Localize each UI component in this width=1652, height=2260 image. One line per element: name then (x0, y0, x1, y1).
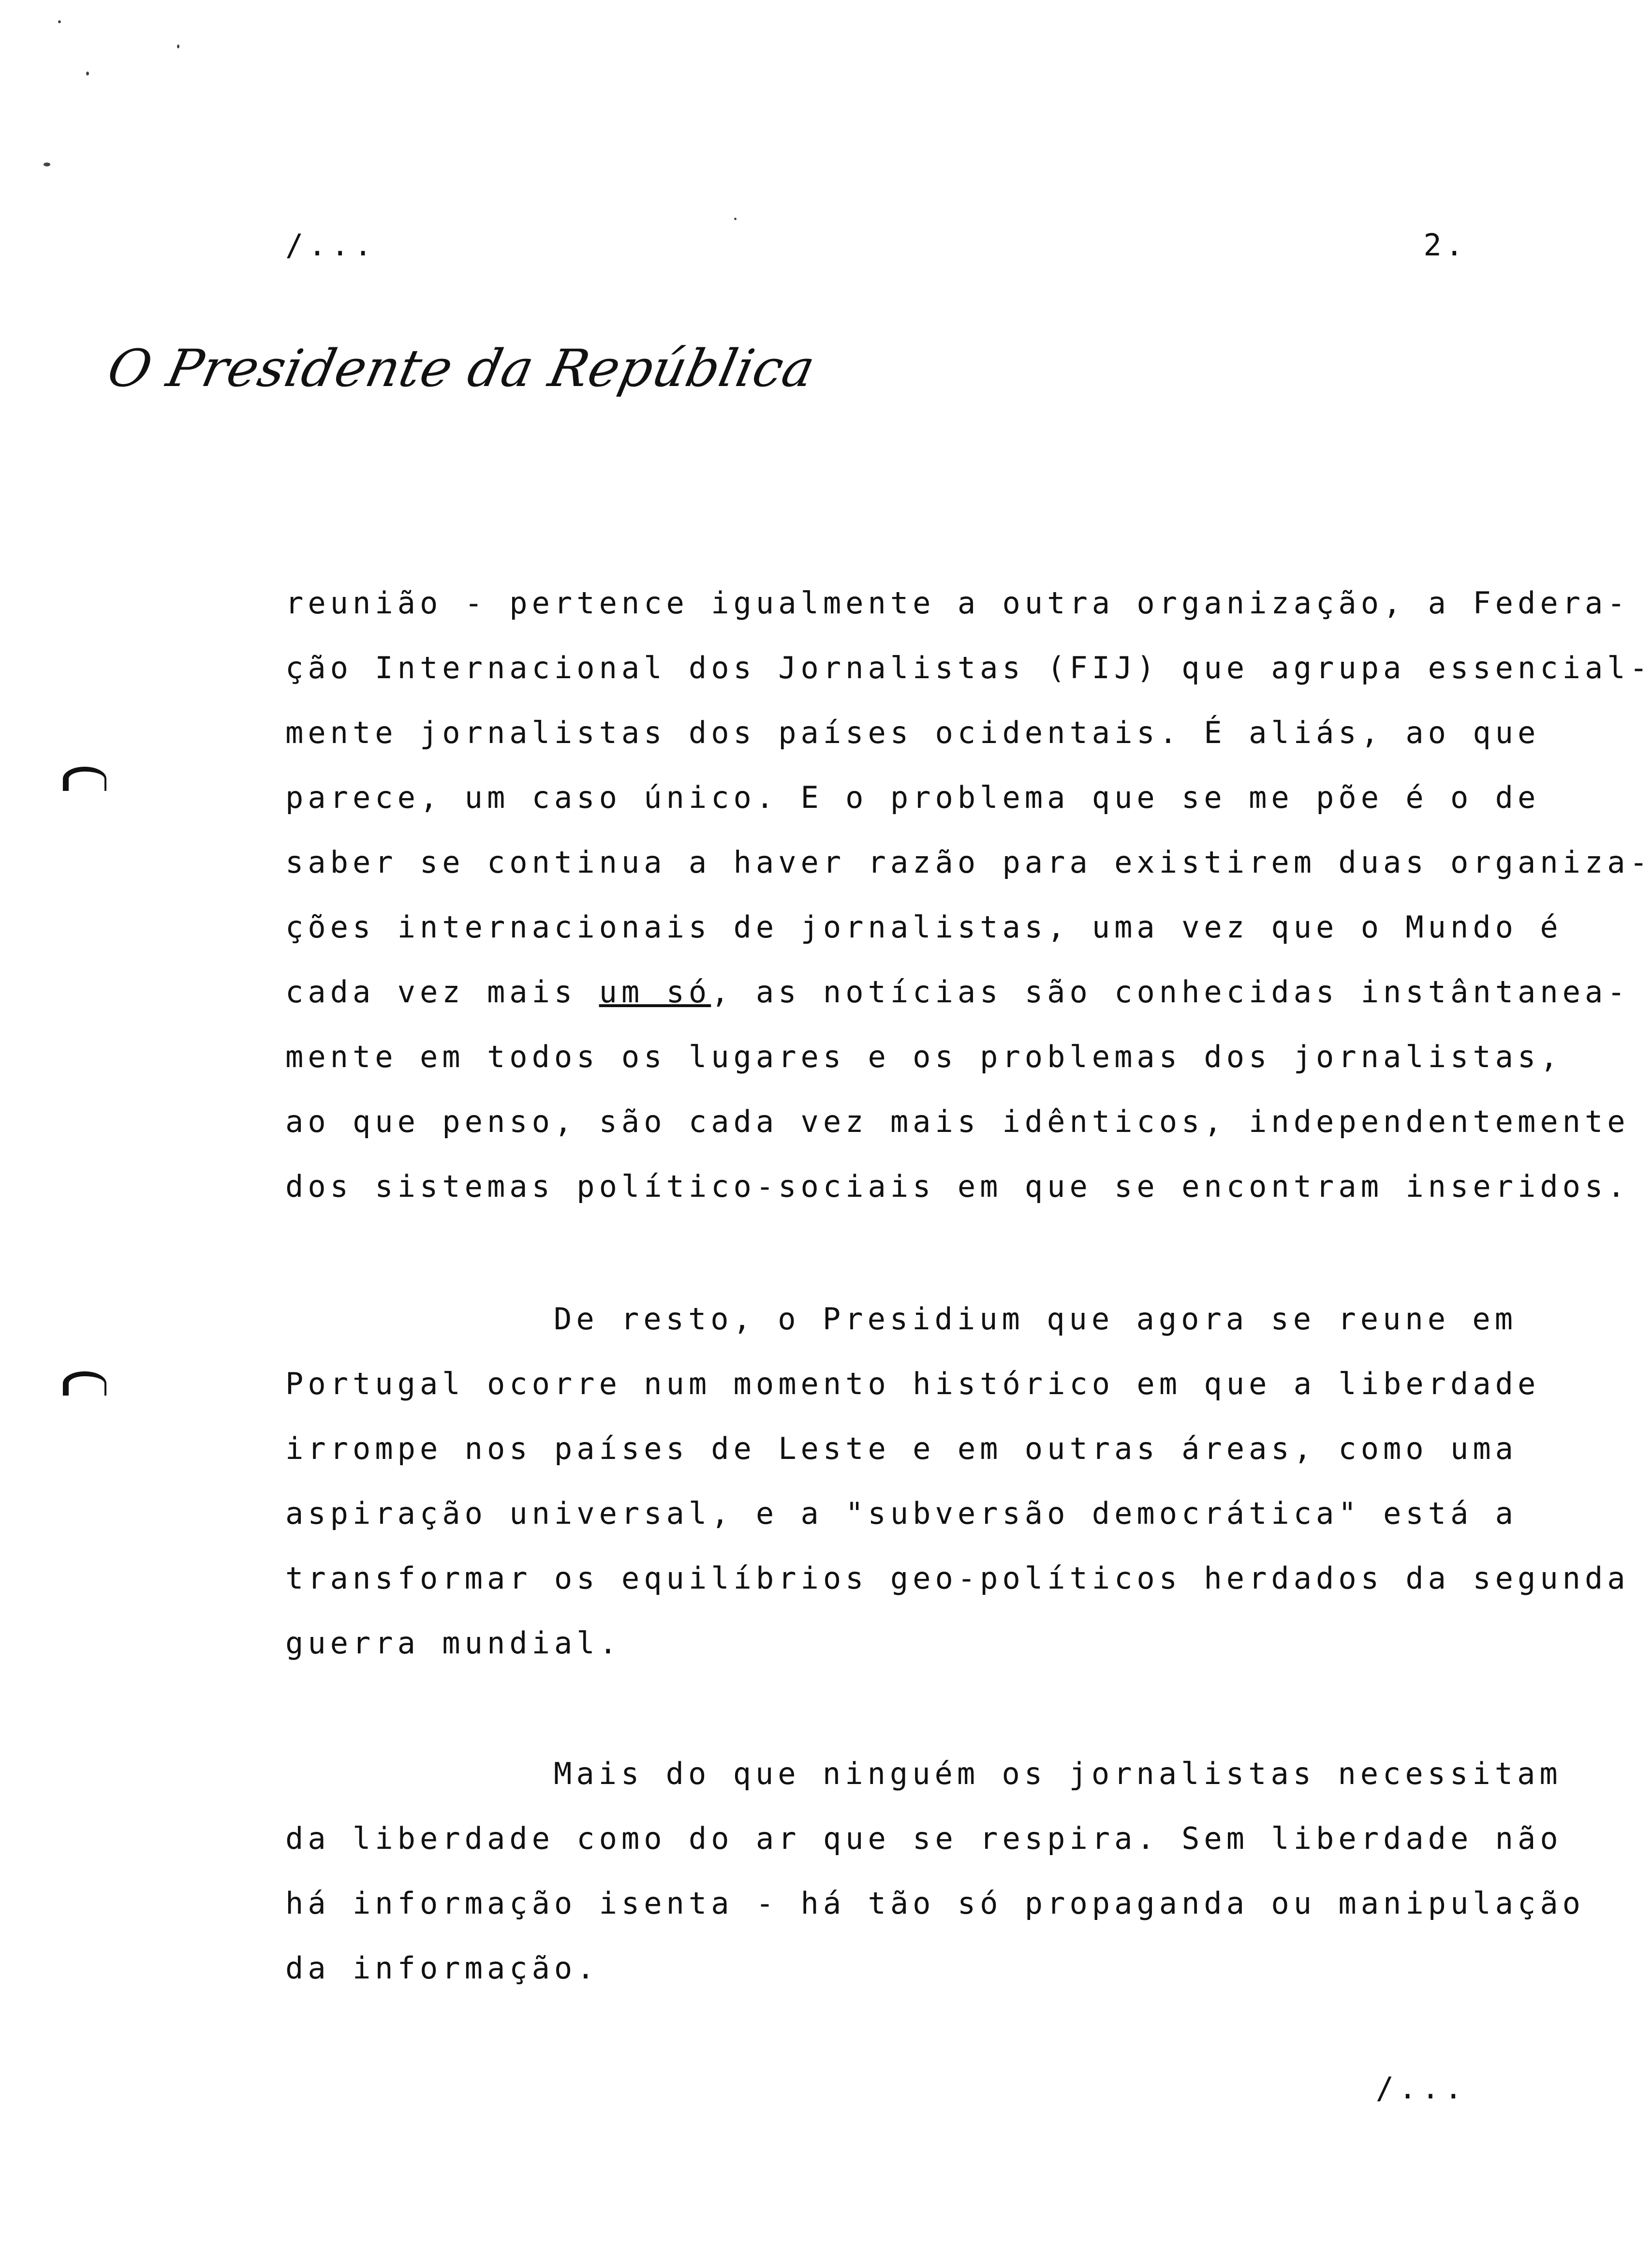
text-line: ções internacionais de jornalistas, uma vez que o Mundo é (285, 909, 1563, 945)
text-line: Portugal ocorre num momento histórico em que a liberdade (285, 1366, 1540, 1401)
text-line: há informação isenta - há tão só propaganda ou manipulação (285, 1886, 1585, 1921)
punch-hole-mark (63, 1371, 106, 1396)
text-line: irrompe nos países de Leste e em outras áreas, como uma (285, 1431, 1518, 1466)
scan-speck (44, 163, 50, 166)
paragraph-3 (285, 1741, 1585, 2001)
continuation-mark-bottom: /... (1375, 2070, 1467, 2106)
text-line-mixed (285, 960, 1630, 1025)
text-line: mente jornalistas dos países ocidentais. É aliás, ao que (285, 715, 1540, 750)
paragraph-1 (285, 571, 1652, 1219)
punch-hole-mark (63, 767, 106, 791)
text-line: mente em todos os lugares e os problemas dos jornalistas, (285, 1039, 1563, 1074)
paragraph-2 (285, 1287, 1630, 1676)
letterhead-title: O Presidente da República (103, 339, 821, 398)
text-line: da liberdade como do ar que se respira. Sem liberdade não (285, 1821, 1563, 1856)
text-line: ao que penso, são cada vez mais idênticos, independentemente (285, 1104, 1630, 1139)
underlined-text: um só (599, 974, 711, 1010)
text-fragment: , as notícias são conhecidas (711, 974, 1361, 1010)
scan-speck (177, 45, 179, 48)
text-line: dos sistemas político-sociais em que se encontram inseridos. (285, 1169, 1630, 1204)
text-line: saber se continua a haver razão para existirem duas organiza- (285, 845, 1652, 880)
scan-speck (86, 72, 89, 75)
continuation-mark-top: /... (285, 227, 377, 263)
text-line: transformar os equilíbrios geo-políticos herdados da segunda (285, 1561, 1630, 1596)
text-line: reunião - pertence igualmente a outra organização, a Federa- (285, 585, 1630, 621)
text-line: ção Internacional dos Jornalistas (FIJ) que agrupa essencial- (285, 650, 1652, 685)
text-line: guerra mundial. (285, 1625, 621, 1661)
text-line: Mais do que ninguém os jornalistas necessitam (554, 1756, 1562, 1791)
letterhead (103, 339, 821, 426)
text-line: aspiração universal, e a "subversão democrática" está a (285, 1496, 1518, 1531)
scan-speck (58, 20, 61, 23)
text-line: da informação. (285, 1950, 599, 1986)
text-fragment: cada vez mais (285, 974, 599, 1010)
text-fragment: instântanea- (1360, 974, 1630, 1010)
text-line: De resto, o Presidium que agora se reune em (554, 1301, 1518, 1337)
scan-speck (734, 218, 737, 220)
page-number: 2. (1423, 227, 1467, 263)
text-line: parece, um caso único. E o problema que se me põe é o de (285, 780, 1540, 815)
